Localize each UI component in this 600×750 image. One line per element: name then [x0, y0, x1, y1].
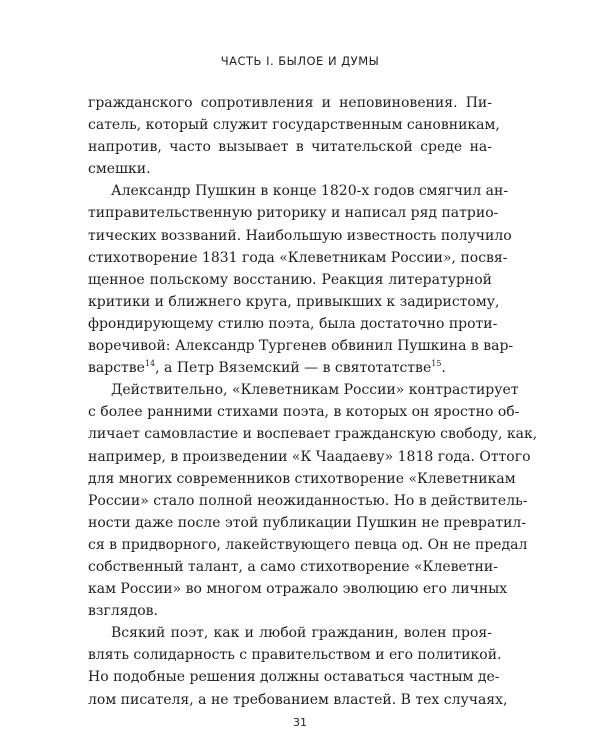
text-fragment: варстве [88, 360, 145, 377]
footnote-marker[interactable]: 14 [144, 359, 156, 369]
text-line: России» стало полной неожиданностью. Но в действитель- [88, 492, 528, 509]
text-line: тических воззваний. Наибольшую известность получило [88, 227, 512, 244]
text-line: Александр Пушкин в конце 1820-х годов смягчил ан- [111, 183, 509, 200]
paragraph [88, 92, 500, 180]
text-fragment: . [441, 360, 446, 377]
paragraph [88, 622, 508, 710]
footnote-marker[interactable]: 15 [431, 359, 442, 369]
text-line: щенное польскому восстанию. Реакция литературной [88, 271, 492, 288]
text-line: взглядов. [88, 603, 158, 620]
text-line: Но подобные решения должны оставаться частным де- [88, 669, 500, 686]
running-header: ЧАСТЬ I. БЫЛОЕ И ДУМЫ [220, 54, 380, 68]
text-line: личает самовластие и воспевает гражданскую свободу, как, [88, 426, 538, 443]
text-line: собственный талант, а само стихотворение «Клеветни- [88, 558, 498, 575]
text-line: Всякий поэт, как и любой гражданин, волен проя- [111, 625, 492, 642]
body-text [88, 92, 538, 711]
text-line: с более ранними стихами поэта, в которых он яростно об- [88, 404, 520, 421]
page-number: 31 [293, 716, 307, 729]
text-line: Действительно, «Клеветникам России» контрастирует [111, 382, 519, 399]
text-line: ся в придворного, лакействующего певца од. Он не предал [88, 536, 528, 553]
text-line: лом писателя, а не требованием властей. В тех случаях, [88, 691, 508, 708]
text-line: смешки. [88, 161, 151, 178]
text-line: влять солидарность с правительством и его политикой. [88, 647, 502, 664]
text-line: стихотворение 1831 года «Клеветникам России», посвя- [88, 249, 508, 266]
text-line-with-footnotes [88, 357, 492, 379]
paragraph [88, 379, 538, 622]
text-line: напротив, часто вызывает в читательской среде на- [88, 139, 492, 156]
text-line: критики и ближнего круга, привыкших к задиристому, [88, 293, 500, 310]
text-line: ности даже после этой публикации Пушкин не превратил- [88, 514, 527, 531]
text-fragment: , а Петр Вяземский — в святотатстве [155, 360, 432, 377]
text-line: кам России» во многом отражало эволюцию его личных [88, 581, 508, 598]
paragraph [88, 180, 514, 379]
text-line: гражданского сопротивления и неповиновения. Пи- [88, 95, 492, 111]
text-line: фрондирующему стилю поэта, была достаточно проти- [88, 315, 498, 332]
text-line: типравительственную риторику и написал ряд патрио- [88, 205, 499, 222]
text-line: сатель, который служит государственным сановникам, [88, 117, 500, 134]
text-line: например, в произведении «К Чаадаеву» 1818 года. Оттого [88, 448, 531, 465]
text-line: для многих современников стихотворение «Клеветникам [88, 470, 516, 487]
text-line: воречивой: Александр Тургенев обвинил Пушкина в вар- [88, 338, 514, 355]
